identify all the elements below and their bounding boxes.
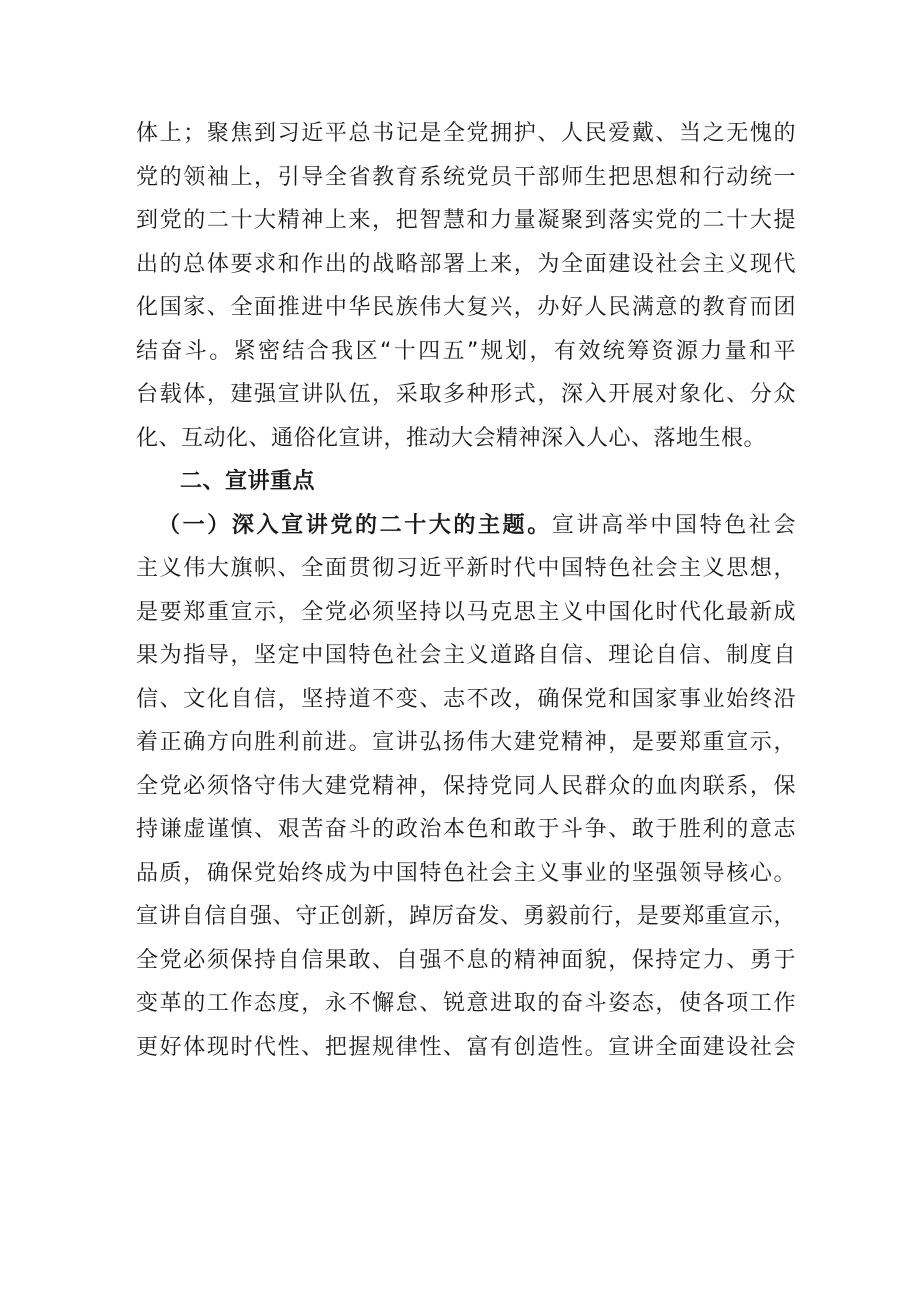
paragraph-1: [136, 112, 796, 460]
text-line: 更好体现时代性、把握规律性、富有创造性。宣讲全面建设社会: [136, 1034, 796, 1060]
text-line: 体上；聚焦到习近平总书记是全党拥护、人民爱戴、当之无愧的: [136, 121, 796, 146]
text-line: 结奋斗。紧密结合我区“十四五”规划，有效统筹资源力量和平: [136, 338, 797, 364]
text-line: 宣讲自信自强、守正创新，踔厉奋发、勇毅前行，是要郑重宣示，: [136, 904, 796, 929]
subsection-first-line: [136, 504, 796, 548]
document-body: [136, 112, 796, 1069]
section-heading: 二、宣讲重点: [180, 469, 316, 494]
text-line: 党的领袖上，引导全省教育系统党员干部师生把思想和行动统一: [136, 164, 796, 190]
text-line: 持谦虚谨慎、艰苦奋斗的政治本色和敢于斗争、敢于胜利的意志: [136, 817, 796, 842]
text-line: 着正确方向胜利前进。宣讲弘扬伟大建党精神，是要郑重宣示，: [136, 730, 796, 755]
subsection-first-line-text: 宣讲高举中国特色社会: [551, 512, 796, 538]
text-line: 信、文化自信，坚持道不变、志不改，确保党和国家事业始终沿: [136, 686, 796, 712]
text-line: 果为指导，坚定中国特色社会主义道路自信、理论自信、制度自: [136, 643, 796, 668]
text-line: 变革的工作态度，永不懈怠、锐意进取的奋斗姿态，使各项工作: [136, 991, 796, 1016]
text-line: 全党必须恪守伟大建党精神，保持党同人民群众的血肉联系，保: [136, 773, 796, 799]
text-line: 化国家、全面推进中华民族伟大复兴，办好人民满意的教育而团: [136, 295, 796, 320]
text-line: 主义伟大旗帜、全面贯彻习近平新时代中国特色社会主义思想，: [136, 556, 796, 581]
text-line: 品质，确保党始终成为中国特色社会主义事业的坚强领导核心。: [136, 860, 796, 886]
text-line: 是要郑重宣示，全党必须坚持以马克思主义中国化时代化最新成: [136, 599, 796, 625]
text-line: 化、互动化、通俗化宣讲，推动大会精神深入人心、落地生根。: [136, 425, 767, 451]
text-line: 全党必须保持自信果敢、自强不息的精神面貌，保持定力、勇于: [136, 947, 796, 973]
subsection-heading: （一）深入宣讲党的二十大的主题。: [158, 512, 552, 538]
paragraph-2: [136, 547, 796, 1069]
text-line: 出的总体要求和作出的战略部署上来，为全面建设社会主义现代: [136, 251, 796, 277]
text-line: 到党的二十大精神上来，把智慧和力量凝聚到落实党的二十大提: [136, 208, 796, 233]
text-line: 台载体，建强宣讲队伍，采取多种形式，深入开展对象化、分众: [136, 382, 796, 407]
